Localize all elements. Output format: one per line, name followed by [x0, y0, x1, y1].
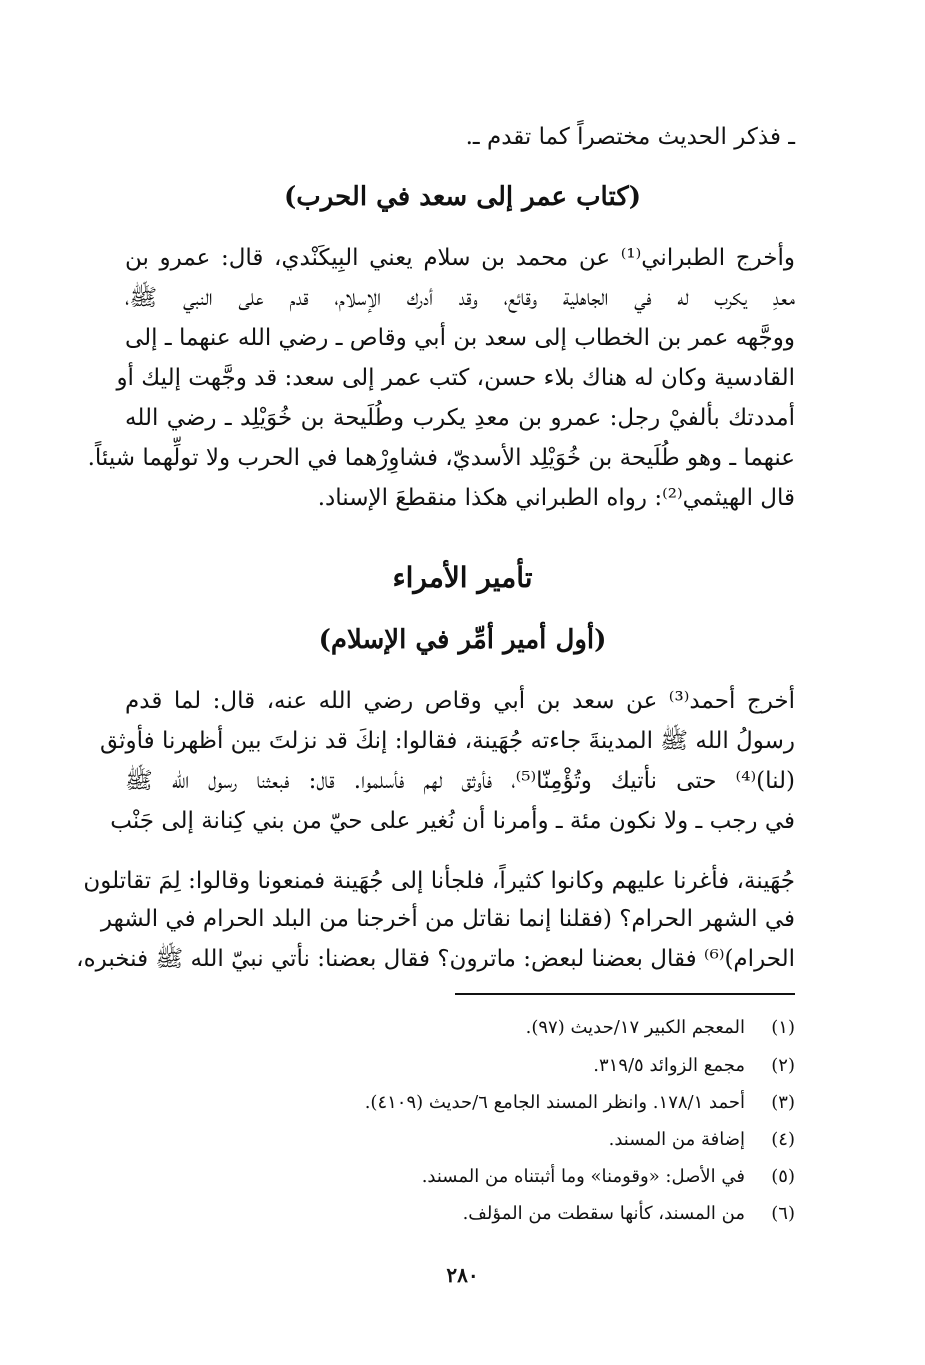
footnote-number: (٤) — [771, 1129, 795, 1150]
paragraph-line: أخرج أحمد⁽³⁾ عن سعد بن أبي وقاص رضي الله عنه، قال: لما قدم — [125, 688, 795, 714]
paragraph-line: القادسية وكان له هناك بلاء حسن، كتب عمر إلى سعد: قد وجَّهت إليك أو — [116, 365, 795, 391]
paragraph-line: معدِ يكرب له في الجاهلية وقائع، وقد أدرك الإسلام، قدم على النبي ﷺ، — [125, 285, 795, 311]
footnote-divider — [455, 993, 795, 995]
footnote-text: أحمد ١٧٨/١. وانظر المسند الجامع ٦/حديث (٤١٠٩). — [364, 1092, 745, 1113]
footnote-item — [125, 1088, 795, 1118]
paragraph-line: في الشهر الحرام؟ (فقلنا إنما نقاتل من أخرجنا من البلد الحرام في الشهر — [100, 906, 795, 932]
footnote-item — [125, 1051, 795, 1081]
footnote-number: (١) — [771, 1017, 795, 1038]
paragraph-line: رسولُ الله ﷺ المدينةَ جاءته جُهَينة، فقالوا: إنكَ قد نزلتَ بين أظهرنا فأوثق — [99, 728, 795, 754]
section-heading-first-amir: (أول أمير أمِّر في الإسلام) — [318, 625, 607, 655]
paragraph-line: في رجب ـ ولا نكون مئة ـ وأمرنا أن نُغير على حيّ من بني كِنانة إلى جَنْب — [110, 808, 795, 834]
footnote-item — [125, 1162, 795, 1192]
section-heading-letter: (كتاب عمر إلى سعد في الحرب) — [283, 182, 642, 212]
footnote-text: إضافة من المسند. — [608, 1129, 745, 1150]
footnote-number: (٣) — [771, 1092, 795, 1113]
footnote-text: من المسند، كأنها سقطت من المؤلف. — [462, 1203, 745, 1224]
paragraph-line: ووجَّهه عمر بن الخطاب إلى سعد بن أبي وقاص ـ رضي الله عنهما ـ إلى — [125, 325, 795, 351]
footnote-item — [125, 1013, 795, 1043]
intro-line: ـ فذكر الحديث مختصراً كما تقدم ـ. — [465, 124, 795, 150]
paragraph-line: عنهما ـ وهو طُلَيحة بن خُوَيْلِد الأسديّ، فشاوِرْهما في الحرب ولا تولِّهما شيئاً. — [87, 445, 795, 471]
footnote-number: (٥) — [771, 1166, 795, 1187]
paragraph-line: وأخرج الطبراني⁽¹⁾ عن محمد بن سلام يعني البِيكَنْدي، قال: عمرو بن — [125, 245, 795, 271]
paragraph-line: جُهَينة، فأغرنا عليهم وكانوا كثيراً، فلجأنا إلى جُهَينة فمنعونا وقالوا: لِمَ تقاتلون — [83, 868, 795, 894]
chapter-title: تأمير الأمراء — [392, 561, 533, 594]
footnote-number: (٦) — [771, 1203, 795, 1224]
footnote-text: مجمع الزوائد ٣١٩/٥. — [593, 1055, 745, 1076]
page-number: ٢٨٠ — [446, 1263, 479, 1287]
footnote-number: (٢) — [771, 1055, 795, 1076]
footnote-item — [125, 1199, 795, 1229]
paragraph-line: قال الهيثمي⁽²⁾: رواه الطبراني هكذا منقطعَ الإسناد. — [317, 485, 795, 511]
paragraph-line: (لنا)⁽⁴⁾ حتى نأتيك وتُؤْمِنّا⁽⁵⁾، فأوثق لهم فأسلموا. قال: فبعثنا رسول الله ﷺ — [125, 768, 796, 794]
footnote-text: المعجم الكبير ١٧/حديث (٩٧). — [525, 1017, 745, 1038]
paragraph-line: الحرام)⁽⁶⁾ فقال بعضنا لبعض: ماترون؟ فقال بعضنا: نأتي نبيّ الله ﷺ فنخبره، — [76, 946, 795, 972]
footnote-text: في الأصل: «وقومنا» وما أثبتناه من المسند. — [421, 1166, 745, 1187]
footnote-item — [125, 1125, 795, 1155]
paragraph-line: أمددتك بألفيْ رجل: عمرو بن معدِ يكرب وطُلَيحة بن خُوَيْلِد ـ رضي الله — [125, 405, 795, 431]
